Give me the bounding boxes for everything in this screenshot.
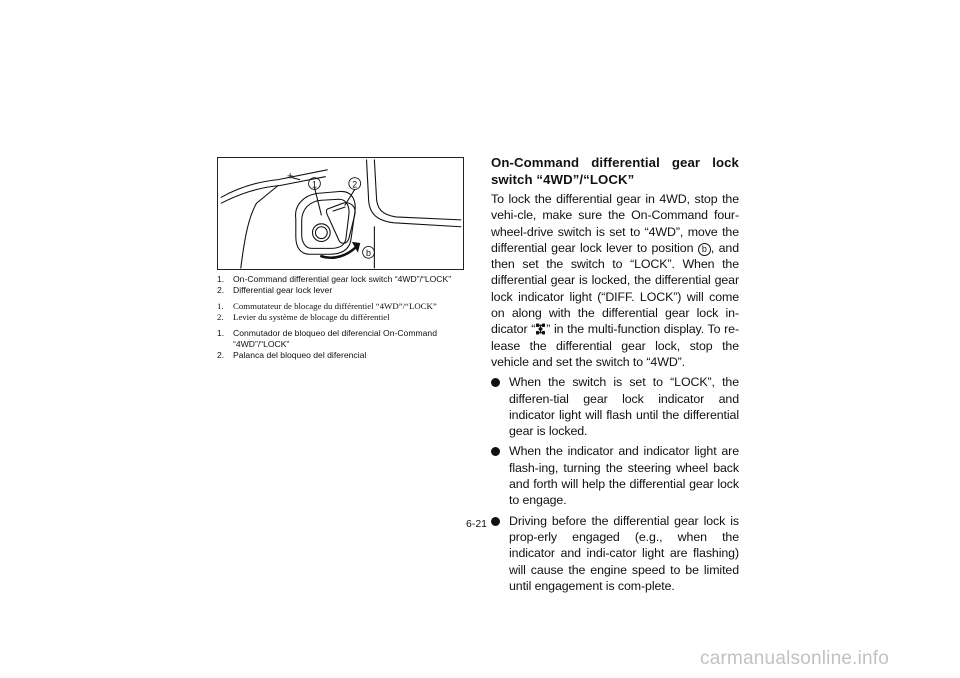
caption-line: 1. On-Command differential gear lock switch “4WD”/“LOCK” — [217, 274, 452, 284]
figure-captions — [217, 274, 477, 366]
list-item: When the switch is set to “LOCK”, the differen-tial gear lock indicator and indicator light will flash until the differential gear is locked. — [491, 374, 739, 439]
bullet-list — [491, 374, 739, 594]
section-heading: On-Command differential gear lock switch “4WD”/“LOCK” — [491, 155, 739, 187]
svg-text:+: + — [286, 170, 294, 183]
list-item: Driving before the differential gear lock is prop-erly engaged (e.g., when the indicator and indi-cator light are flashing) will cause the engine speed to be limited until engagement is com-plete. — [491, 513, 739, 594]
section-content — [491, 155, 739, 598]
section-paragraph: To lock the differential gear in 4WD, stop the vehi-cle, make sure the On-Command four-wheel-drive switch is set to “4WD”, move the differential gear lock lever to position b , and then set the switch to “LOCK”. When the differential gear is locked, the differential gear lock indicator light (“DIFF. LOCK”) will come on along with the differential gear lock in-dicator “ ” in the multi-function display. To re-lease the differential gear lock, stop the vehicle and set the switch to “4WD”. — [491, 192, 740, 369]
caption-line: 1. Conmutador de bloqueo del diferencial On-Command — [217, 328, 437, 338]
callout-b: b — [366, 248, 371, 259]
bullet-icon — [491, 517, 500, 526]
bullet-icon — [491, 447, 500, 456]
list-item: When the indicator and indicator light are flash-ing, turning the steering wheel back and forth will help the differential gear lock to engage. — [491, 443, 739, 508]
caption-line: 2. Differential gear lock lever — [217, 285, 333, 295]
captions-english — [217, 274, 477, 296]
caption-line: 2. Palanca del bloqueo del diferencial — [217, 350, 367, 360]
bullet-icon — [491, 378, 500, 387]
diff-lock-indicator-icon — [535, 323, 546, 335]
position-b-symbol: b — [698, 243, 711, 256]
caption-line: 2. Levier du système de blocage du différentiel — [217, 312, 390, 322]
caption-line: “4WD”/“LOCK” — [233, 339, 290, 349]
callout-1: 1 — [312, 179, 317, 190]
callout-2: 2 — [352, 179, 358, 190]
captions-french — [217, 301, 477, 323]
page-number: 6-21 — [466, 518, 488, 530]
watermark: carmanualsonline.info — [700, 648, 890, 669]
caption-line: 1. Commutateur de blocage du différentiel “4WD”/“LOCK” — [217, 301, 437, 311]
lock-switch-illustration — [217, 157, 464, 270]
captions-spanish — [217, 328, 477, 361]
